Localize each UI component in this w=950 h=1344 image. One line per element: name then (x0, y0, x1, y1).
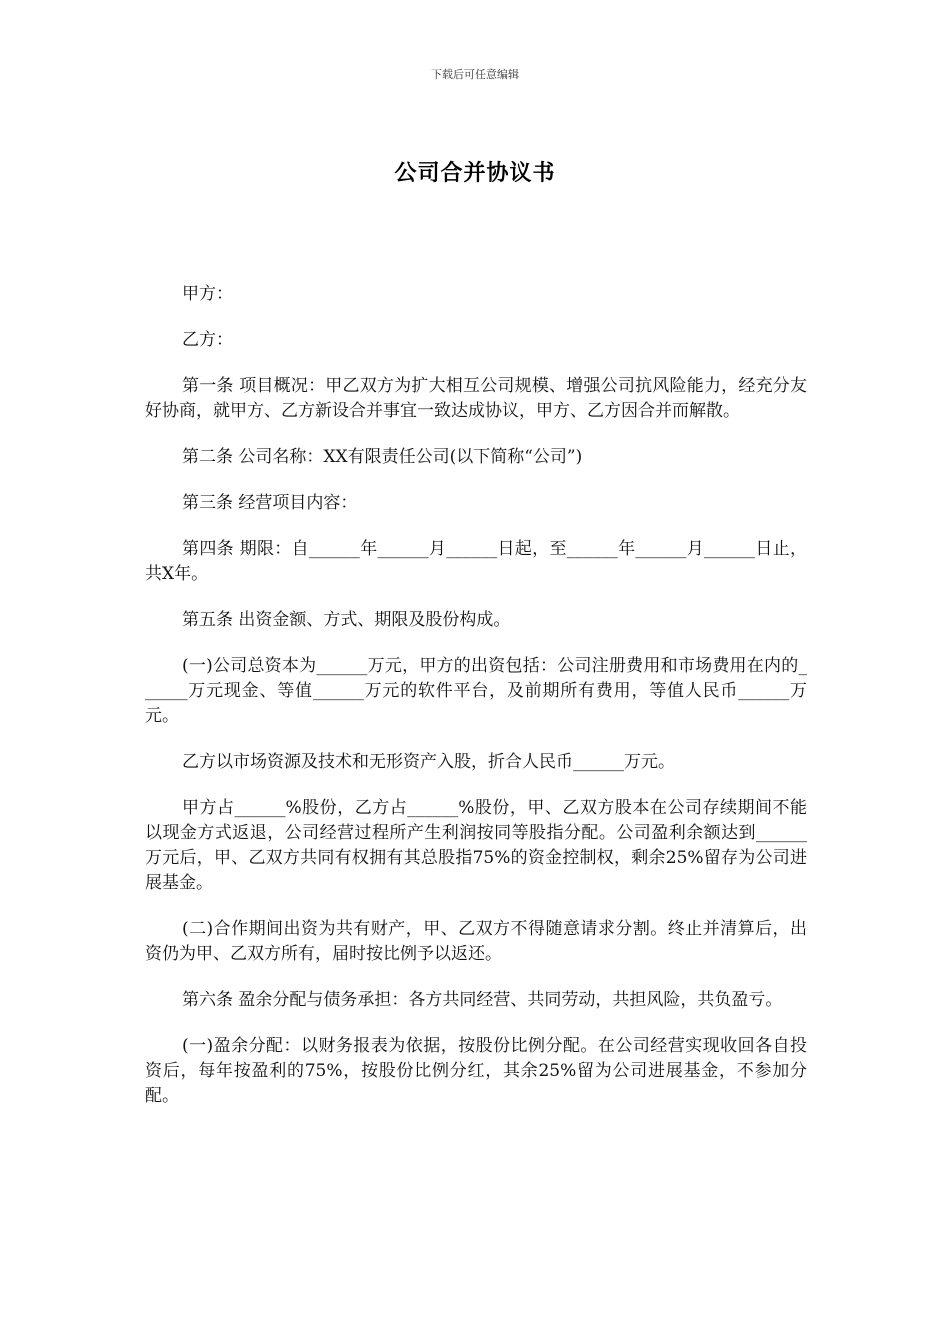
document-title: 公司合并协议书 (394, 161, 556, 186)
article-3-paragraph: 第三条 经营项目内容： (182, 493, 358, 513)
article-5-clause-2-paragraph: (二)合作期间出资为共有财产，甲、乙双方不得随意请求分割。终止并清算后，出资仍为甲、乙双方所有，届时按比例予以返还。 (145, 919, 807, 964)
article-4-paragraph: 第四条 期限：自______年______月______日起，至______年______月______日止，共X年。 (145, 539, 807, 584)
share-ratio-paragraph: 甲方占______%股份，乙方占______%股份，甲、乙双方股本在公司存续期间不能以现金方式返退，公司经营过程所产生利润按同等股指分配。公司盈利余额达到______万元后，甲、乙双方共同有权拥有其总股指75%的资金控制权，剩余25%留存为公司进展基金。 (145, 798, 807, 893)
article-5-paragraph: 第五条 出资金额、方式、期限及股份构成。 (182, 610, 511, 630)
party-a-line: 甲方： (182, 284, 233, 304)
document-body (145, 282, 807, 1130)
article-2-paragraph: 第二条 公司名称：XX有限责任公司(以下简称“公司”) (182, 447, 583, 467)
header-note: 下载后可任意编辑 (431, 68, 519, 81)
article-6-paragraph: 第六条 盈余分配与债务承担：各方共同经营、共同劳动，共担风险，共负盈亏。 (182, 990, 783, 1010)
article-1-paragraph: 第一条 项目概况：甲乙双方为扩大相互公司规模、增强公司抗风险能力，经充分友好协商，就甲方、乙方新设合并事宜一致达成协议，甲方、乙方因合并而解散。 (145, 376, 807, 421)
article-5-clause-1-paragraph: (一)公司总资本为______万元，甲方的出资包括：公司注册费用和市场费用在内的______万元现金、等值______万元的软件平台，及前期所有费用，等值人民币______万元。 (145, 656, 807, 726)
article-6-clause-1-paragraph: (一)盈余分配：以财务报表为依据，按股份比例分配。在公司经营实现收回各自投资后，每年按盈利的75%，按股份比例分红，其余25%留为公司进展基金，不参加分配。 (145, 1036, 807, 1106)
party-b-contribution-paragraph: 乙方以市场资源及技术和无形资产入股，折合人民币______万元。 (182, 752, 675, 772)
party-b-line: 乙方： (182, 330, 233, 350)
